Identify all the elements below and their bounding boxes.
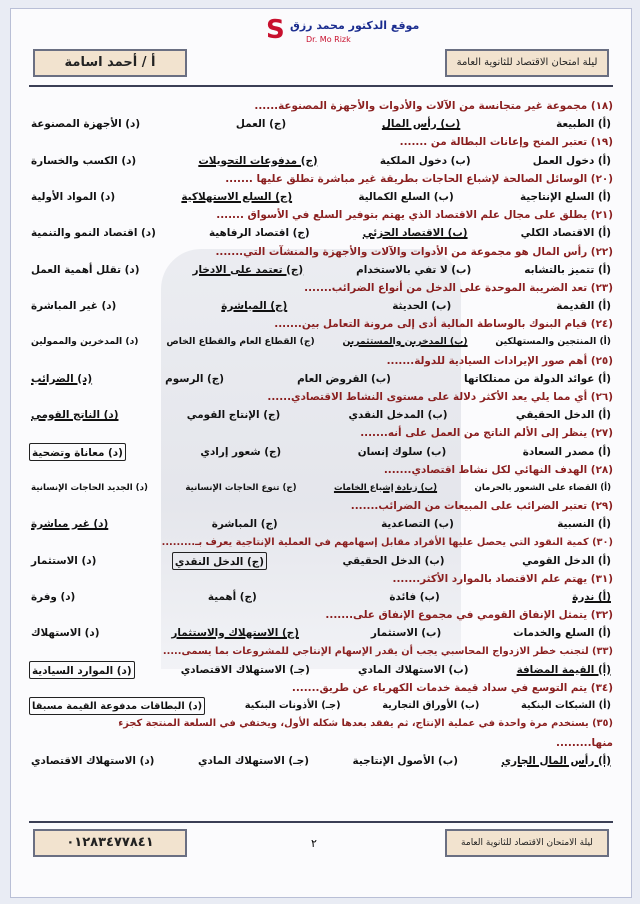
option: (أ) المنتجين والمستهلكين [495, 336, 611, 348]
question-19: (١٩) تعتبر المنح وإعانات البطالة من ....... [399, 136, 613, 149]
options-28 [29, 479, 613, 497]
option: (أ) القديمة [556, 300, 611, 313]
option-correct: (ب) الاقتصاد الجزئي [362, 227, 468, 240]
option: (د) الاستهلاك [31, 627, 100, 640]
option: (د) المدخرين والممولين [31, 336, 139, 348]
question-20: (٢٠) الوسائل الصالحة لإشباع الحاجات بطريقة غير مباشرة تطلق عليها ....... [225, 172, 613, 185]
question-22: (٢٢) رأس المال هو مجموعة من الأدوات والآلات والأجهزة والمنشآت التي....... [215, 245, 613, 258]
question-24: (٢٤) قيام البنوك بالوساطة المالية أدى إلى مرونة التعامل بين....... [274, 318, 613, 331]
option: (ج) العمل [235, 118, 287, 131]
option: (أ) عوائد الدولة من ممتلكاتها [463, 372, 611, 385]
option: (أ) الدخل القومي [522, 554, 611, 567]
option: (ب) فائدة [389, 591, 440, 604]
option: (أ) الطبيعة [556, 118, 611, 131]
options-19 [29, 152, 613, 170]
option-correct: (د) معاناة وتضحية [29, 443, 126, 461]
option: (أ) النسبية [557, 518, 611, 531]
option: (د) الاستثمار [31, 554, 97, 567]
options-21 [29, 224, 613, 242]
options-20 [29, 188, 613, 206]
option: (د) تقلل أهمية العمل [31, 263, 140, 276]
option: (ب) الأوراق التجارية [382, 700, 480, 712]
question-21: (٢١) يطلق على مجال علم الاقتصاد الذي يهتم بتوفير السلع في الأسواق ....... [216, 209, 613, 222]
option-correct: (ب) رأس المال [381, 118, 461, 131]
option-correct: (ج) مدفوعات التحويلات [198, 154, 318, 167]
logo-subtext: Dr. Mo Rizk [306, 35, 351, 44]
option: (جـ) الاستهلاك الاقتصادي [180, 663, 310, 676]
question-33: (٣٣) لتجنب خطر الازدواج المحاسبي يجب أن يقدر الإسهام الإنتاجي للمشروعات بما يسمى..... [162, 645, 613, 657]
option: (أ) دخول العمل [532, 154, 611, 167]
question-30: (٣٠) كمية النقود التي يحصل عليها الأفراد مقابل إسهامهم في العملية الإنتاجية يعرف بـ......... [161, 536, 613, 548]
options-23 [29, 297, 613, 315]
option: (ج) الإنتاج القومي [186, 409, 281, 422]
option-correct: (أ) القيمة المضافة [516, 663, 611, 676]
option-correct: (د) غير مباشرة [31, 518, 109, 531]
options-35 [29, 752, 613, 770]
question-18: (١٨) مجموعة غير متجانسة من الآلات والأدوات والأجهزة المصنوعة...... [254, 100, 613, 112]
option-correct: (ج) الدخل النقدي [172, 552, 267, 570]
option: (د) المواد الأولية [31, 190, 116, 203]
options-29 [29, 515, 613, 533]
options-24 [29, 333, 613, 351]
question-28: (٢٨) الهدف النهائي لكل نشاط اقتصادي....... [383, 463, 613, 476]
option: (ج) شعور إرادي [200, 445, 282, 458]
option-correct: (ج) المباشرة [221, 300, 288, 313]
option-correct: (ج) الاستهلاك والاستثمار [171, 627, 299, 640]
questions [29, 97, 613, 770]
footer-title: ليلة الامتحان الاقتصاد للثانوية العامة [445, 829, 609, 857]
option: (د) الكسب والخسارة [31, 154, 137, 167]
teacher-name: أ / أحمد اسامة [33, 49, 187, 77]
header-divider [29, 85, 613, 87]
option-correct: (د) الضرائب [31, 372, 93, 385]
option: (ب) الدخل الحقيقي [342, 554, 445, 567]
options-30 [29, 552, 613, 570]
option-correct: (ب) زيادة إشباع الخامات [333, 482, 438, 493]
options-18 [29, 115, 613, 133]
option: (أ) القضاء على الشعور بالحرمان [474, 482, 611, 493]
question-26: (٢٦) أي مما يلي يعد الأكثر دلالة على مستوى النشاط الاقتصادي...... [267, 391, 613, 403]
option: (أ) السلع الإنتاجية [519, 190, 611, 203]
option: (ب) الحديثة [392, 300, 452, 313]
option: (ب) سلوك إنسان [357, 445, 447, 458]
options-25 [29, 370, 613, 388]
option: (ج) أهمية [207, 591, 257, 604]
option: (أ) مصدر السعادة [522, 445, 611, 458]
option-correct: (ج) تعتمد على الادخار [192, 263, 304, 276]
option: (جـ) الاستهلاك المادي [197, 754, 309, 767]
option: (ب) الاستهلاك المادي [358, 663, 469, 676]
option: (جـ) الأذونات البنكية [244, 700, 341, 712]
page-number: ٢ [311, 837, 317, 850]
option: (د) وفرة [31, 591, 76, 604]
question-35-cont: منها......... [556, 736, 613, 749]
option: (د) الاستهلاك الاقتصادي [31, 754, 155, 767]
option-correct: (د) البطاقات مدفوعة القيمة مسبقا [29, 697, 205, 715]
option: (ج) الرسوم [165, 372, 225, 385]
question-25: (٢٥) أهم صور الإيرادات السيادية للدولة....... [386, 354, 613, 367]
option-correct: (ج) السلع الاستهلاكية [181, 190, 293, 203]
options-26 [29, 406, 613, 424]
options-31 [29, 588, 613, 606]
options-22 [29, 261, 613, 279]
options-33 [29, 661, 613, 679]
option: (ج) المباشرة [211, 518, 278, 531]
options-27 [29, 443, 613, 461]
phone-number: ٠١٢٨٣٤٧٧٨٤١ [33, 829, 187, 857]
option: (أ) السلع والخدمات [513, 627, 611, 640]
logo-mark-icon: S [266, 15, 285, 45]
option: (ب) دخول الملكية [379, 154, 471, 167]
option: (ج) اقتصاد الرفاهية [208, 227, 310, 240]
site-logo [266, 11, 420, 51]
option-correct: (د) الناتج القومي [31, 409, 119, 422]
option: (د) الموارد السيادية [29, 661, 135, 679]
question-29: (٢٩) تعتبر الضرائب على المبيعات من الضرائب....... [350, 500, 613, 513]
option: (د) الجديد الحاجات الإنسانية [31, 482, 148, 493]
question-34: (٣٤) يتم التوسع في سداد قيمة خدمات الكهرباء عن طريق....... [291, 682, 613, 694]
option: (د) غير المباشرة [31, 300, 117, 313]
option: (ج) تنوع الحاجات الإنسانية [185, 482, 297, 493]
logo-text: موقع الدكتور محمد رزق [290, 19, 420, 32]
option: (أ) الاقتصاد الكلي [520, 227, 611, 240]
exam-page [10, 8, 632, 898]
question-32: (٣٢) يتمثل الإنفاق القومي في مجموع الإنفاق على....... [325, 609, 613, 622]
option: (د) الأجهزة المصنوعة [31, 118, 141, 131]
option: (ب) الأصول الإنتاجية [352, 754, 458, 767]
option-correct: (ب) المدخرين والمستثمرين [342, 336, 468, 348]
header-title: ليلة امتحان الاقتصاد للثانوية العامة [445, 49, 609, 77]
option: (ب) لا تفي بالاستخدام [356, 263, 472, 276]
question-27: (٢٧) ينظر إلى الألم الناتج من العمل على أنه....... [360, 427, 613, 440]
question-23: (٢٣) تعد الضريبة الموحدة على الدخل من أنواع الضرائب....... [304, 281, 613, 294]
option: (أ) الدخل الحقيقي [515, 409, 611, 422]
option: (ج) القطاع العام والقطاع الخاص [166, 336, 315, 348]
option-correct: (أ) ندرة [572, 591, 611, 604]
option-correct: (أ) رأس المال الجاري [501, 754, 611, 767]
option: (ب) القروض العام [297, 372, 391, 385]
option: (د) اقتصاد النمو والتنمية [31, 227, 156, 240]
footer-divider [29, 821, 613, 823]
option: (ب) الاستثمار [370, 627, 442, 640]
options-34 [29, 697, 613, 715]
option: (ب) السلع الكمالية [358, 190, 454, 203]
question-35: (٣٥) يستخدم مرة واحدة في عملية الإنتاج، ثم يفقد بعدها شكله الأول، ويختفي في السلعة المنتجة كجزء [118, 718, 613, 730]
question-31: (٣١) يهتم علم الاقتصاد بالموارد الأكثر....... [392, 572, 613, 585]
option: (أ) الشبكات البنكية [520, 700, 611, 712]
options-32 [29, 624, 613, 642]
option: (ب) التصاعدية [381, 518, 454, 531]
option: (ب) المدخل النقدي [348, 409, 448, 422]
option: (أ) تتميز بالتشابه [524, 263, 611, 276]
